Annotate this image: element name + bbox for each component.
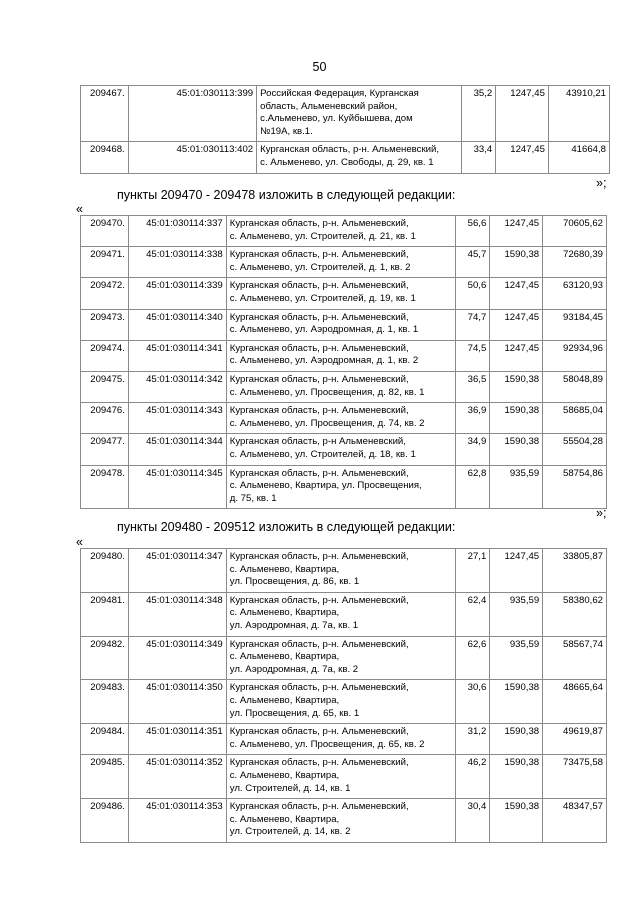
row-number: 209480. (81, 549, 129, 593)
property-table-section-2 (80, 548, 607, 843)
rate-value: 1247,45 (490, 340, 543, 371)
address-line: с. Альменево, ул. Аэродромная, д. 1, кв. 1 (229, 324, 419, 336)
address (226, 592, 456, 636)
address-line: ул. Аэродромная, д. 7а, кв. 1 (229, 619, 359, 631)
rate-value: 1247,45 (496, 86, 549, 142)
cadastral-number: 45:01:030114:345 (128, 465, 226, 509)
total-value: 58567,74 (543, 636, 607, 680)
address-line: с. Альменево, ул. Просвещения, д. 82, кв. 1 (229, 386, 425, 398)
table-row (81, 86, 610, 142)
address (226, 680, 456, 724)
area-value: 62,8 (456, 465, 490, 509)
table-row (81, 309, 607, 340)
table-row (81, 371, 607, 402)
address-line: Курганская область, р-н. Альменевский, (229, 638, 409, 650)
property-table-continuation (80, 85, 610, 174)
address-line: ул. Просвещения, д. 86, кв. 1 (229, 576, 360, 588)
total-value: 43910,21 (548, 86, 609, 142)
table-row (81, 465, 607, 509)
address (226, 799, 456, 843)
address-line: с. Альменево, ул. Свободы, д. 29, кв. 1 (260, 156, 434, 168)
address (226, 278, 456, 309)
rate-value: 1590,38 (490, 403, 543, 434)
rate-value: 1247,45 (490, 216, 543, 247)
row-number: 209471. (81, 247, 129, 278)
row-number: 209484. (81, 724, 129, 755)
total-value: 72680,39 (543, 247, 607, 278)
address-line: Курганская область, р-н. Альменевский, (229, 682, 409, 694)
area-value: 56,6 (456, 216, 490, 247)
row-number: 209477. (81, 434, 129, 465)
cadastral-number: 45:01:030114:348 (128, 592, 226, 636)
address-line: д. 75, кв. 1 (229, 492, 277, 504)
table-row (81, 636, 607, 680)
rate-value: 1590,38 (490, 724, 543, 755)
table-row (81, 680, 607, 724)
cadastral-number: 45:01:030114:344 (128, 434, 226, 465)
address (226, 371, 456, 402)
cadastral-number: 45:01:030114:350 (128, 680, 226, 724)
address (226, 340, 456, 371)
area-value: 36,5 (456, 371, 490, 402)
section-instruction-2: пункты 209480 - 209512 изложить в следующей редакции: (117, 520, 456, 534)
address-line: с. Альменево, ул. Строителей, д. 18, кв. 1 (229, 448, 416, 460)
rate-value: 1590,38 (490, 371, 543, 402)
row-number: 209478. (81, 465, 129, 509)
table-row (81, 403, 607, 434)
rate-value: 935,59 (490, 636, 543, 680)
cadastral-number: 45:01:030114:353 (128, 799, 226, 843)
closing-quote-mark-2: »; (596, 506, 607, 520)
address (257, 86, 462, 142)
rate-value: 1247,45 (490, 278, 543, 309)
address-line: с.Альменево, ул. Куйбышева, дом (260, 113, 413, 125)
table-row (81, 216, 607, 247)
total-value: 48347,57 (543, 799, 607, 843)
area-value: 33,4 (462, 142, 496, 173)
rate-value: 1247,45 (490, 309, 543, 340)
area-value: 35,2 (462, 86, 496, 142)
cadastral-number: 45:01:030114:337 (128, 216, 226, 247)
area-value: 34,9 (456, 434, 490, 465)
address-line: ул. Строителей, д. 14, кв. 1 (229, 782, 351, 794)
table-row (81, 142, 610, 173)
address-line: Курганская область, р-н. Альменевский, (229, 405, 409, 417)
address-line: ул. Просвещения, д. 65, кв. 1 (229, 707, 360, 719)
row-number: 209473. (81, 309, 129, 340)
table-row (81, 434, 607, 465)
address-line: Курганская область, р-н. Альменевский, (229, 218, 409, 229)
area-value: 31,2 (456, 724, 490, 755)
address-line: №19А, кв.1. (260, 125, 313, 137)
total-value: 58754,86 (543, 465, 607, 509)
cadastral-number: 45:01:030114:349 (128, 636, 226, 680)
address (226, 724, 456, 755)
area-value: 27,1 (456, 549, 490, 593)
opening-quote-mark: « (76, 202, 83, 216)
address-line: Курганская область, р-н. Альменевский, (229, 726, 409, 738)
address-line: Курганская область, р-н. Альменевский, (229, 594, 409, 606)
address (226, 549, 456, 593)
total-value: 58048,89 (543, 371, 607, 402)
address-line: с. Альменево, ул. Строителей, д. 1, кв. 2 (229, 261, 411, 273)
address-line: ул. Аэродромная, д. 7а, кв. 2 (229, 663, 359, 675)
address-line: Российская Федерация, Курганская (260, 88, 419, 99)
row-number: 209483. (81, 680, 129, 724)
table-row (81, 278, 607, 309)
page-number: 50 (312, 60, 327, 74)
address-line: Курганская область, р-н. Альменевский, (229, 757, 409, 769)
cadastral-number: 45:01:030114:351 (128, 724, 226, 755)
address-line: Курганская область, р-н. Альменевский, (229, 342, 409, 354)
area-value: 50,6 (456, 278, 490, 309)
row-number: 209472. (81, 278, 129, 309)
address-line: Курганская область, р-н. Альменевский, (229, 373, 409, 385)
area-value: 74,5 (456, 340, 490, 371)
cadastral-number: 45:01:030113:399 (128, 86, 256, 142)
cadastral-number: 45:01:030114:340 (128, 309, 226, 340)
rate-value: 1590,38 (490, 247, 543, 278)
row-number: 209468. (81, 142, 129, 173)
cadastral-number: 45:01:030114:339 (128, 278, 226, 309)
area-value: 45,7 (456, 247, 490, 278)
row-number: 209467. (81, 86, 129, 142)
address-line: с. Альменево, Квартира, (229, 769, 340, 781)
area-value: 30,6 (456, 680, 490, 724)
table-row (81, 724, 607, 755)
row-number: 209481. (81, 592, 129, 636)
total-value: 58380,62 (543, 592, 607, 636)
address-line: с. Альменево, Квартира, ул. Просвещения, (229, 480, 422, 492)
row-number: 209475. (81, 371, 129, 402)
property-table-section-1 (80, 215, 607, 509)
address (257, 142, 462, 173)
address-line: Курганская область, р-н Альменевский, (229, 436, 406, 448)
address-line: с. Альменево, Квартира, (229, 694, 340, 706)
address-line: ул. Строителей, д. 14, кв. 2 (229, 826, 351, 838)
total-value: 41664,8 (548, 142, 609, 173)
cadastral-number: 45:01:030114:341 (128, 340, 226, 371)
row-number: 209482. (81, 636, 129, 680)
address (226, 636, 456, 680)
area-value: 74,7 (456, 309, 490, 340)
total-value: 55504,28 (543, 434, 607, 465)
address (226, 216, 456, 247)
total-value: 70605,62 (543, 216, 607, 247)
address-line: с. Альменево, ул. Просвещения, д. 65, кв. 2 (229, 738, 425, 750)
rate-value: 1247,45 (496, 142, 549, 173)
rate-value: 1590,38 (490, 755, 543, 799)
address-line: Курганская область, р-н. Альменевский, (229, 311, 409, 323)
address (226, 247, 456, 278)
address-line: с. Альменево, ул. Строителей, д. 19, кв. 1 (229, 292, 416, 304)
area-value: 62,4 (456, 592, 490, 636)
rate-value: 1590,38 (490, 680, 543, 724)
address-line: Курганская область, р-н. Альменевский, (229, 280, 409, 292)
address (226, 309, 456, 340)
cadastral-number: 45:01:030114:338 (128, 247, 226, 278)
address (226, 465, 456, 509)
rate-value: 1590,38 (490, 434, 543, 465)
address (226, 755, 456, 799)
address (226, 434, 456, 465)
address-line: с. Альменево, ул. Строителей, д. 21, кв. 1 (229, 230, 416, 242)
total-value: 48665,64 (543, 680, 607, 724)
opening-quote-mark-2: « (76, 535, 83, 549)
rate-value: 1590,38 (490, 799, 543, 843)
section-instruction-1: пункты 209470 - 209478 изложить в следующей редакции: (117, 188, 456, 202)
address-line: Курганская область, р-н. Альменевский, (229, 467, 409, 479)
area-value: 46,2 (456, 755, 490, 799)
area-value: 36,9 (456, 403, 490, 434)
address-line: Курганская область, р-н. Альменевский, (229, 801, 409, 813)
total-value: 33805,87 (543, 549, 607, 593)
area-value: 30,4 (456, 799, 490, 843)
table-row (81, 247, 607, 278)
address-line: с. Альменево, Квартира, (229, 813, 340, 825)
address-line: область, Альменевский район, (260, 100, 398, 112)
row-number: 209470. (81, 216, 129, 247)
address-line: с. Альменево, Квартира, (229, 563, 340, 575)
total-value: 93184,45 (543, 309, 607, 340)
table-row (81, 592, 607, 636)
address-line: с. Альменево, ул. Аэродромная, д. 1, кв. 2 (229, 355, 419, 367)
total-value: 63120,93 (543, 278, 607, 309)
total-value: 49619,87 (543, 724, 607, 755)
address-line: с. Альменево, Квартира, (229, 651, 340, 663)
row-number: 209476. (81, 403, 129, 434)
total-value: 58685,04 (543, 403, 607, 434)
address-line: с. Альменево, Квартира, (229, 607, 340, 619)
address-line: Курганская область, р-н. Альменевский, (229, 551, 409, 562)
table-row (81, 755, 607, 799)
rate-value: 935,59 (490, 465, 543, 509)
cadastral-number: 45:01:030114:347 (128, 549, 226, 593)
address-line: с. Альменево, ул. Просвещения, д. 74, кв. 2 (229, 417, 425, 429)
address (226, 403, 456, 434)
cadastral-number: 45:01:030113:402 (128, 142, 256, 173)
table-row (81, 549, 607, 593)
address-line: Курганская область, р-н. Альменевский, (229, 249, 409, 261)
area-value: 62,6 (456, 636, 490, 680)
total-value: 92934,96 (543, 340, 607, 371)
row-number: 209486. (81, 799, 129, 843)
total-value: 73475,58 (543, 755, 607, 799)
cadastral-number: 45:01:030114:343 (128, 403, 226, 434)
row-number: 209474. (81, 340, 129, 371)
row-number: 209485. (81, 755, 129, 799)
cadastral-number: 45:01:030114:352 (128, 755, 226, 799)
rate-value: 935,59 (490, 592, 543, 636)
rate-value: 1247,45 (490, 549, 543, 593)
closing-quote-mark: »; (596, 176, 607, 190)
address-line: Курганская область, р-н. Альменевский, (260, 144, 440, 156)
cadastral-number: 45:01:030114:342 (128, 371, 226, 402)
table-row (81, 340, 607, 371)
table-row (81, 799, 607, 843)
